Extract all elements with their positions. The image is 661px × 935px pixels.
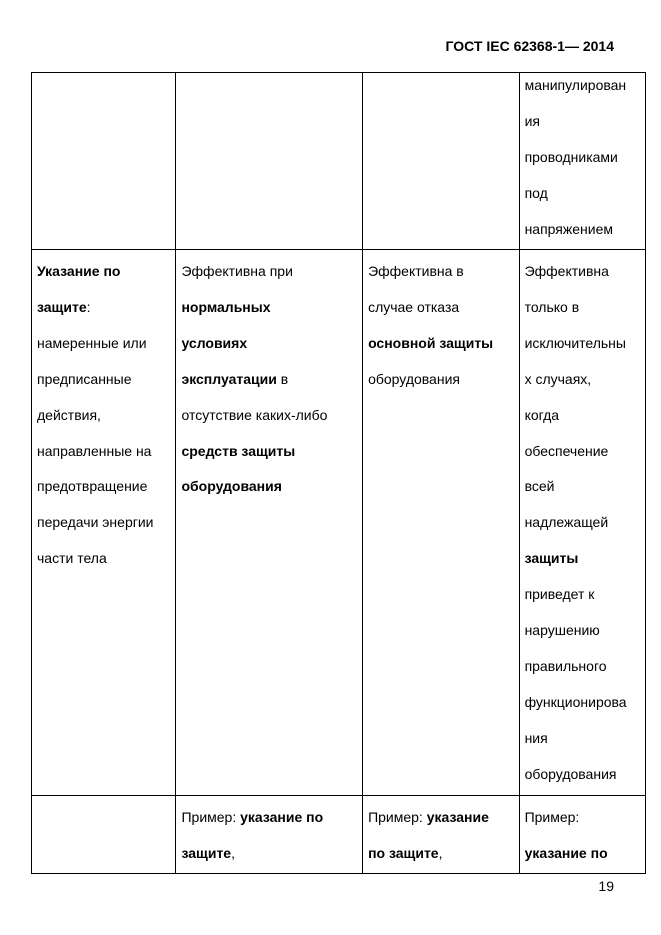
- text-line: предписанные: [37, 370, 132, 387]
- text-line: всей: [524, 478, 555, 495]
- bold-text: защите: [181, 844, 232, 861]
- text-fragment: ,: [438, 844, 443, 861]
- cell-failure-case: [363, 250, 520, 796]
- text-line: случае отказа: [368, 298, 460, 315]
- page-number: 19: [598, 878, 614, 894]
- bold-text: указание по: [240, 808, 324, 825]
- text-line: напряжением: [524, 221, 613, 237]
- example-prefix: Пример:: [524, 808, 580, 825]
- cell-term-definition: [32, 250, 176, 796]
- text-line: надлежащей: [524, 514, 609, 531]
- bold-text: указание: [426, 808, 489, 825]
- text-line: проводниками: [524, 149, 618, 165]
- bold-text: основной защиты: [368, 334, 494, 351]
- text-line: Эффективна: [524, 263, 609, 279]
- text-fragment: ,: [231, 844, 235, 861]
- example-prefix: Пример:: [181, 808, 241, 825]
- table-row-protection-indication: [32, 250, 646, 796]
- bold-text: оборудования: [181, 478, 282, 495]
- text-line: приведет к: [524, 586, 595, 603]
- cell-example-4: [519, 795, 645, 874]
- text-line: функционирова: [524, 693, 627, 710]
- cell-exceptional-cases: [519, 250, 645, 796]
- text-line: ия: [524, 113, 540, 129]
- text-line: манипулирован: [524, 77, 627, 93]
- cell-empty-2: [176, 73, 363, 250]
- text-fragment: в: [276, 370, 289, 387]
- bold-text: эксплуатации: [181, 370, 277, 387]
- text-line: намеренные или: [37, 334, 147, 351]
- text-line: части тела: [37, 550, 107, 567]
- text-line: нарушению: [524, 622, 600, 639]
- text-line: правильного: [524, 657, 607, 674]
- text-line: Эффективна в: [368, 263, 464, 279]
- text-line: действия,: [37, 406, 101, 423]
- bold-text: указание по: [524, 844, 608, 861]
- cell-empty-example: [32, 795, 176, 874]
- cell-empty-3: [363, 73, 520, 250]
- bold-text: по защите: [368, 844, 439, 861]
- term-word: защите: [37, 298, 87, 315]
- table-row-continuation: [32, 73, 646, 250]
- text-line: отсутствие каких-либо: [181, 406, 328, 423]
- cell-continuation-text: [519, 73, 645, 250]
- text-line: направленные на: [37, 442, 152, 459]
- cell-empty-1: [32, 73, 176, 250]
- text-line: передачи энергии: [37, 514, 154, 531]
- text-line: только в: [524, 298, 580, 315]
- text-line: ния: [524, 729, 548, 746]
- term-suffix: :: [86, 298, 91, 315]
- bold-text: нормальных: [181, 298, 271, 315]
- text-line: предотвращение: [37, 478, 148, 495]
- text-line: исключительны: [524, 334, 626, 351]
- table-row-examples: [32, 795, 646, 874]
- cell-normal-conditions: [176, 250, 363, 796]
- text-line: обеспечение: [524, 442, 609, 459]
- cell-example-3: [363, 795, 520, 874]
- text-line: когда: [524, 406, 560, 423]
- bold-text: условиях: [181, 334, 248, 351]
- text-line: оборудования: [524, 765, 617, 782]
- protection-table: [31, 72, 646, 874]
- text-line: Эффективна при: [181, 263, 293, 279]
- cell-example-2: [176, 795, 363, 874]
- document-header: ГОСТ IEC 62368-1— 2014: [445, 38, 614, 54]
- bold-text: средств защиты: [181, 442, 296, 459]
- example-prefix: Пример:: [368, 808, 427, 825]
- term-title: Указание по: [37, 263, 121, 279]
- bold-text: защиты: [524, 550, 579, 567]
- text-line: оборудования: [368, 370, 460, 387]
- text-line: под: [524, 185, 548, 201]
- text-line: х случаях,: [524, 370, 592, 387]
